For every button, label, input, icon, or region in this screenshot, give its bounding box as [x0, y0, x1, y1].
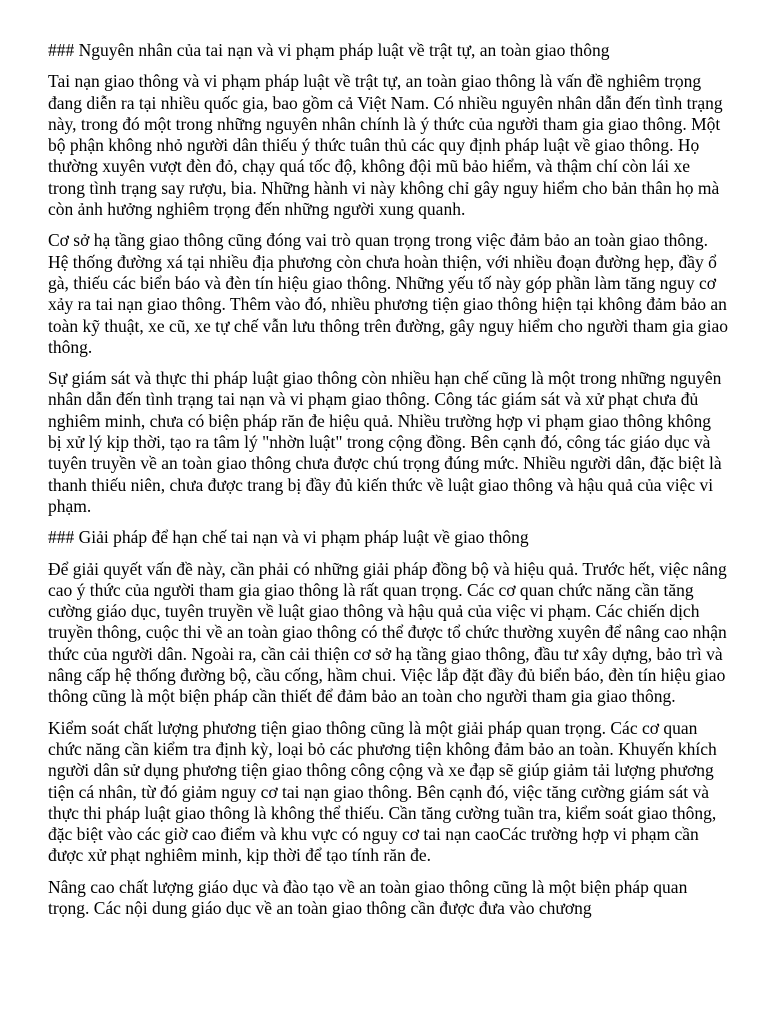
section-heading-solutions: ### Giải pháp để hạn chế tai nạn và vi phạm pháp luật về giao thông: [48, 527, 529, 548]
section-heading-causes: ### Nguyên nhân của tai nạn và vi phạm pháp luật về trật tự, an toàn giao thông: [48, 40, 610, 60]
paragraph-solutions: Để giải quyết vấn đề này, cần phải có những giải pháp đồng bộ và hiệu quả. Trước hết, việc nâng cao ý thức của người tham gia giao thông là rất quan trọng. Các cơ quan chức năng cần tăng cường giáo dục, tuyên truyền về luật giao thông và hậu quả của việc vi phạm. Các chiến dịch truyền thông, cuộc thi về an toàn giao thông có thể được tổ chức thường xuyên để nâng cao nhận thức của người dân. Ngoài ra, cần cải thiện cơ sở hạ tầng giao thông, đầu tư xây dựng, bảo trì và nâng cấp hệ thống đường bộ, cầu cống, hầm chui. Việc lắp đặt đầy đủ biển báo, đèn tín hiệu giao thông cũng là một biện pháp cần thiết để đảm bảo an toàn cho người tham gia giao thông.: [48, 558, 727, 707]
paragraph-infrastructure: Cơ sở hạ tầng giao thông cũng đóng vai trò quan trọng trong việc đảm bảo an toàn giao thông. Hệ thống đường xá tại nhiều địa phương còn chưa hoàn thiện, với nhiều đoạn đường hẹp, đầy ổ gà, thiếu các biển báo và đèn tín hiệu giao thông. Những yếu tố này góp phần làm tăng nguy cơ xảy ra tai nạn giao thông. Thêm vào đó, nhiều phương tiện giao thông hiện tại không đảm bảo an toàn kỹ thuật, xe cũ, xe tự chế vẫn lưu thông trên đường, gây nguy hiểm cho người tham gia giao thông.: [48, 230, 728, 357]
paragraph-vehicle-quality: Kiểm soát chất lượng phương tiện giao thông cũng là một giải pháp quan trọng. Các cơ quan chức năng cần kiểm tra định kỳ, loại bỏ các phương tiện không đảm bảo an toàn. Khuyến khích người dân sử dụng phương tiện giao thông công cộng và xe đạp sẽ giúp giảm tải lượng phương tiện cá nhân, từ đó giảm nguy cơ tai nạn giao thông. Bên cạnh đó, việc tăng cường giám sát và thực thi pháp luật giao thông là không thể thiếu. Cần tăng cường tuần tra, kiểm soát giao thông, đặc biệt vào các giờ cao điểm và khu vực có nguy cơ tai nạn caoCác trường hợp vi phạm cần được xử phạt nghiêm minh, kịp thời để tạo tính răn đe.: [48, 717, 717, 866]
paragraph-education: Nâng cao chất lượng giáo dục và đào tạo về an toàn giao thông cũng là một biện pháp quan trọng. Các nội dung giáo dục về an toàn giao thông cần được đưa vào chương: [48, 876, 688, 918]
paragraph-enforcement: Sự giám sát và thực thi pháp luật giao thông còn nhiều hạn chế cũng là một trong những nguyên nhân dẫn đến tình trạng tai nạn và vi phạm giao thông. Công tác giám sát và xử phạt chưa đủ nghiêm minh, chưa có biện pháp răn đe hiệu quả. Nhiều trường hợp vi phạm giao thông không bị xử lý kịp thời, tạo ra tâm lý "nhờn luật" trong cộng đồng. Bên cạnh đó, công tác giáo dục và tuyên truyền về an toàn giao thông chưa được chú trọng đúng mức. Nhiều người dân, đặc biệt là thanh thiếu niên, chưa được trang bị đầy đủ kiến thức về luật giao thông và hậu quả của việc vi phạm.: [48, 368, 722, 516]
paragraph-awareness: Tai nạn giao thông và vi phạm pháp luật về trật tự, an toàn giao thông là vấn đề nghiêm trọng đang diễn ra tại nhiều quốc gia, bao gồm cả Việt Nam. Có nhiều nguyên nhân dẫn đến tình trạng này, trong đó một trong những nguyên nhân chính là ý thức của người tham gia giao thông. Một bộ phận không nhỏ người dân thiếu ý thức tuân thủ các quy định pháp luật về giao thông. Họ thường xuyên vượt đèn đỏ, chạy quá tốc độ, không đội mũ bảo hiểm, và thậm chí còn lái xe trong tình trạng say rượu, bia. Những hành vi này không chỉ gây nguy hiểm cho bản thân họ mà còn ảnh hưởng nghiêm trọng đến những người xung quanh.: [48, 71, 723, 220]
document-page: [48, 40, 728, 1024]
